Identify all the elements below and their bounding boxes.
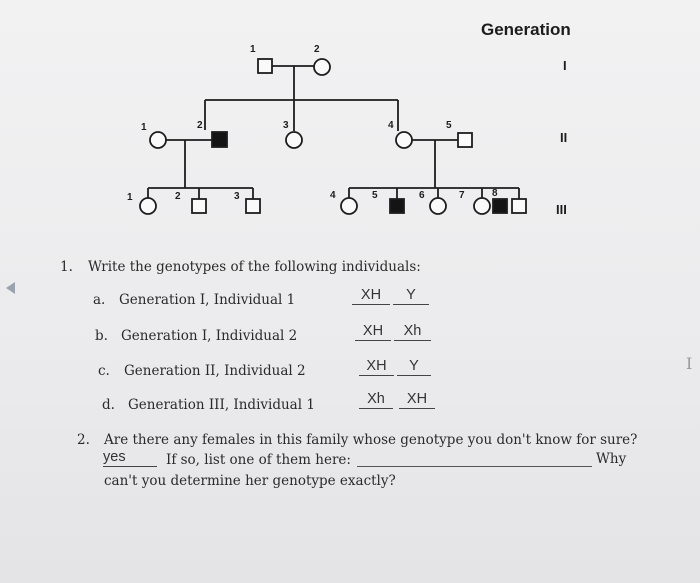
q1d-label: Generation III, Individual 1: [128, 397, 315, 413]
gen3-ind7-female: [474, 198, 490, 214]
q2-answer: yes: [103, 449, 157, 467]
q1c-letter: c.: [98, 363, 110, 379]
gen2-ind4-female: [396, 132, 412, 148]
q2-followup: If so, list one of them here:: [166, 452, 351, 468]
gen3-num-6: 6: [419, 190, 425, 201]
generation-label-1: I: [563, 58, 567, 73]
gen1-ind1-male: [258, 59, 272, 73]
q1c-answer-allele1: XH: [359, 358, 394, 376]
gen3-num-1: 1: [127, 192, 133, 203]
gen3-ind8-male-affected: [493, 199, 507, 213]
q2-number: 2.: [77, 432, 90, 448]
q1b-answer-allele1: XH: [355, 323, 391, 341]
gen3-ind4-female: [341, 198, 357, 214]
q1a-letter: a.: [93, 292, 106, 308]
generation-label-2: II: [560, 130, 568, 145]
q1c-label: Generation II, Individual 2: [124, 363, 306, 379]
q2-final: can't you determine her genotype exactly?: [104, 473, 396, 489]
gen3-ind3-male: [246, 199, 260, 213]
gen3-num-2: 2: [175, 191, 181, 202]
gen3-ind2-male: [192, 199, 206, 213]
gen3-ind6-female: [430, 198, 446, 214]
gen2-num-5: 5: [446, 120, 452, 131]
gen3-num-7: 7: [459, 190, 465, 201]
q2-prompt: Are there any females in this family whose genotype you don't know for sure?: [104, 432, 638, 448]
q1b-label: Generation I, Individual 2: [121, 328, 298, 344]
page-back-arrow-icon[interactable]: [6, 282, 15, 294]
q2-list-blank: [357, 466, 592, 467]
q1d-letter: d.: [102, 397, 115, 413]
generation-header: Generation: [481, 20, 571, 39]
gen1-ind2-female: [314, 59, 330, 75]
q1a-answer-allele2: Y: [393, 287, 429, 305]
gen3-num-8: 8: [492, 188, 498, 199]
gen2-num-4: 4: [388, 120, 394, 131]
gen1-num-1: 1: [250, 44, 256, 55]
gen3-ind1-female: [140, 198, 156, 214]
q1a-answer-allele1: XH: [352, 287, 390, 305]
gen2-num-1: 1: [141, 122, 147, 133]
gen2-ind2-male-affected: [212, 132, 227, 147]
gen2-ind1-female: [150, 132, 166, 148]
gen1-num-2: 2: [314, 44, 320, 55]
q1b-letter: b.: [95, 328, 108, 344]
gen2-ind3-female: [286, 132, 302, 148]
q1d-answer-allele2: XH: [399, 391, 435, 409]
q1-prompt: Write the genotypes of the following individuals:: [88, 259, 421, 275]
q1-number: 1.: [60, 259, 73, 275]
gen3-num-5: 5: [372, 190, 378, 201]
q1c-answer-allele2: Y: [397, 358, 431, 376]
text-cursor-icon: I: [686, 354, 693, 373]
generation-label-3: III: [556, 202, 567, 217]
q1b-answer-allele2: Xh: [394, 323, 431, 341]
gen2-num-3: 3: [283, 120, 289, 131]
gen2-ind5-male: [458, 133, 472, 147]
pedigree-chart: [0, 0, 700, 240]
gen2-num-2: 2: [197, 120, 203, 131]
gen3-num-3: 3: [234, 191, 240, 202]
gen3-ind9-male: [512, 199, 526, 213]
q1a-label: Generation I, Individual 1: [119, 292, 296, 308]
gen3-ind5-male-affected: [390, 199, 404, 213]
q1d-answer-allele1: Xh: [359, 391, 393, 409]
q2-why: Why: [596, 451, 627, 467]
gen3-num-4: 4: [330, 190, 336, 201]
